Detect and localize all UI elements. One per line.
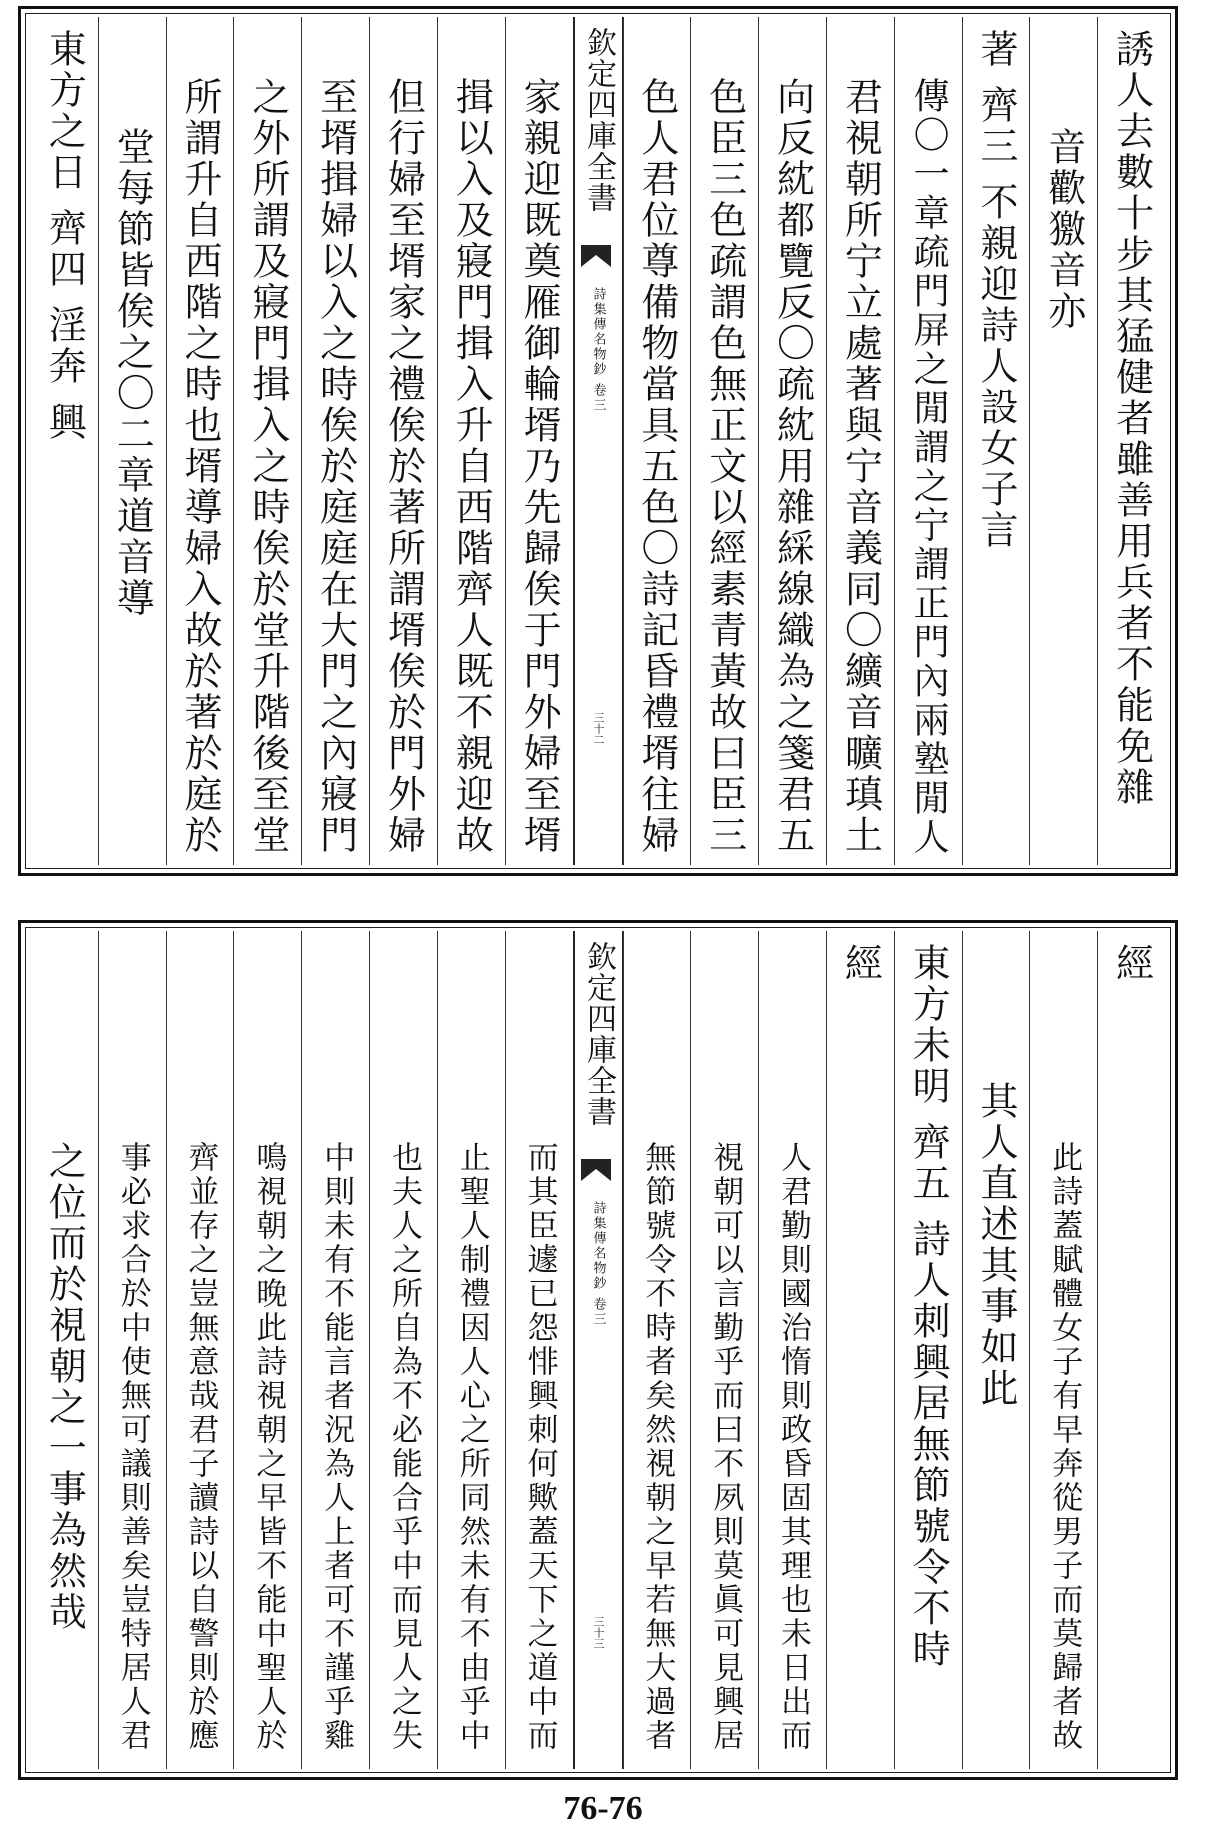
- column-text: 其人直述其事如此: [973, 1081, 1018, 1409]
- text-column: [31, 931, 98, 1769]
- fishtail-ornament-icon: [581, 245, 611, 267]
- column-text: 至壻揖婦以入之時俟於庭庭在大門之內寢門: [313, 77, 358, 856]
- text-column: [166, 17, 234, 865]
- center-gutter: [573, 931, 623, 1769]
- text-column: [233, 17, 301, 865]
- page-top: [18, 6, 1178, 876]
- text-column: [166, 931, 234, 1769]
- fishtail-ornament-icon: [581, 1159, 611, 1181]
- column-text: 經: [838, 943, 883, 984]
- book-subtitle: 詩集傳名物鈔 卷三: [590, 287, 606, 414]
- column-text: 向反紞都覽反〇疏紞用雜綵線織為之箋君五: [770, 77, 815, 856]
- column-text: 之位而於視朝之一事為然哉: [42, 1141, 87, 1633]
- text-column: [690, 931, 758, 1769]
- text-column: [690, 17, 758, 865]
- column-text: 之外所謂及寢門揖入之時俟於堂升階後至堂: [245, 77, 290, 856]
- column-text: 著 齊三 不親迎詩人設女子言: [973, 29, 1018, 552]
- column-text: 傳〇一章疏門屏之閒謂之宁謂正門內兩塾閒人: [908, 77, 950, 857]
- folio-number: 三十三: [592, 1616, 605, 1649]
- text-column: [962, 17, 1030, 865]
- column-text: 但行婦至壻家之禮俟於著所謂壻俟於門外婦: [381, 77, 426, 856]
- text-column: [505, 17, 573, 865]
- text-column: [1097, 931, 1165, 1769]
- column-text: 君視朝所宁立處著與宁音義同〇纊音曠瑱土: [838, 77, 883, 856]
- text-column: [623, 17, 691, 865]
- column-text: 東方之日 齊四 淫奔 興: [42, 29, 87, 444]
- column-text: 鳴視朝之晚此詩視朝之早皆不能中聖人於: [250, 1141, 287, 1753]
- text-column: [301, 931, 369, 1769]
- column-text: 而其臣遽已怨悱興刺何歟蓋天下之道中而: [521, 1141, 558, 1753]
- text-column: [1029, 931, 1097, 1769]
- page-number: 76-76: [563, 1790, 643, 1827]
- column-text: 經: [1109, 943, 1154, 984]
- text-column: [826, 17, 894, 865]
- text-column: [894, 931, 962, 1769]
- text-column: [437, 931, 505, 1769]
- column-text: 誘人去數十步其猛健者雖善用兵者不能免雜: [1109, 29, 1154, 808]
- column-text: 家親迎既奠雁御輪壻乃先歸俟于門外婦至壻: [517, 77, 562, 856]
- column-text: 揖以入及寢門揖入升自西階齊人既不親迎故: [449, 77, 494, 856]
- text-column: [1097, 17, 1165, 865]
- text-column: [962, 931, 1030, 1769]
- text-column: [233, 931, 301, 1769]
- column-text: 事必求合於中使無可議則善矣豈特居人君: [114, 1141, 151, 1753]
- column-text: 色人君位尊備物當具五色〇詩記昏禮壻往婦: [634, 77, 679, 856]
- collection-title: 欽定四庫全書: [581, 27, 616, 213]
- column-text: 人君勤則國治惰則政昏固其理也未日出而: [775, 1141, 812, 1753]
- text-column: [505, 931, 573, 1769]
- page-bottom: [18, 920, 1178, 1780]
- column-text: 齊並存之豈無意哉君子讀詩以自警則於應: [182, 1141, 219, 1753]
- column-text: 此詩蓋賦體女子有早奔從男子而莫歸者故: [1046, 1141, 1083, 1753]
- column-text: 色臣三色疏謂色無正文以經素青黃故曰臣三: [702, 77, 747, 856]
- text-column: [98, 931, 166, 1769]
- text-column: [758, 931, 826, 1769]
- text-column: [31, 17, 98, 865]
- book-subtitle: 詩集傳名物鈔 卷三: [590, 1201, 606, 1328]
- text-column: [437, 17, 505, 865]
- column-text: 堂每節皆俟之〇二章道音導: [110, 127, 155, 619]
- folio-number: 三十二: [592, 712, 605, 745]
- column-text: 視朝可以言勤乎而曰不夙則莫眞可見興居: [707, 1141, 744, 1753]
- text-column: [301, 17, 369, 865]
- column-text: 東方未明 齊五 詩人刺興居無節號令不時: [906, 943, 951, 1671]
- collection-title: 欽定四庫全書: [581, 941, 616, 1127]
- text-column: [826, 931, 894, 1769]
- text-column: [623, 931, 691, 1769]
- text-column: [369, 17, 437, 865]
- column-text: 所謂升自西階之時也壻導婦入故於著於庭於: [178, 77, 223, 856]
- text-column: [98, 17, 166, 865]
- column-text: 無節號令不時者矣然視朝之早若無大過者: [639, 1141, 676, 1753]
- column-text: 止聖人制禮因人心之所同然未有不由乎中: [453, 1141, 490, 1753]
- column-text: 也夫人之所自為不必能合乎中而見人之失: [385, 1141, 422, 1753]
- text-column: [369, 931, 437, 1769]
- text-column: [894, 17, 962, 865]
- center-gutter: [573, 17, 623, 865]
- text-column: [1029, 17, 1097, 865]
- column-text: 中則未有不能言者況為人上者可不謹乎雞: [318, 1141, 355, 1753]
- column-grid: [31, 17, 1165, 865]
- column-text: 音歡獥音亦: [1041, 127, 1086, 332]
- column-grid: [31, 931, 1165, 1769]
- text-column: [758, 17, 826, 865]
